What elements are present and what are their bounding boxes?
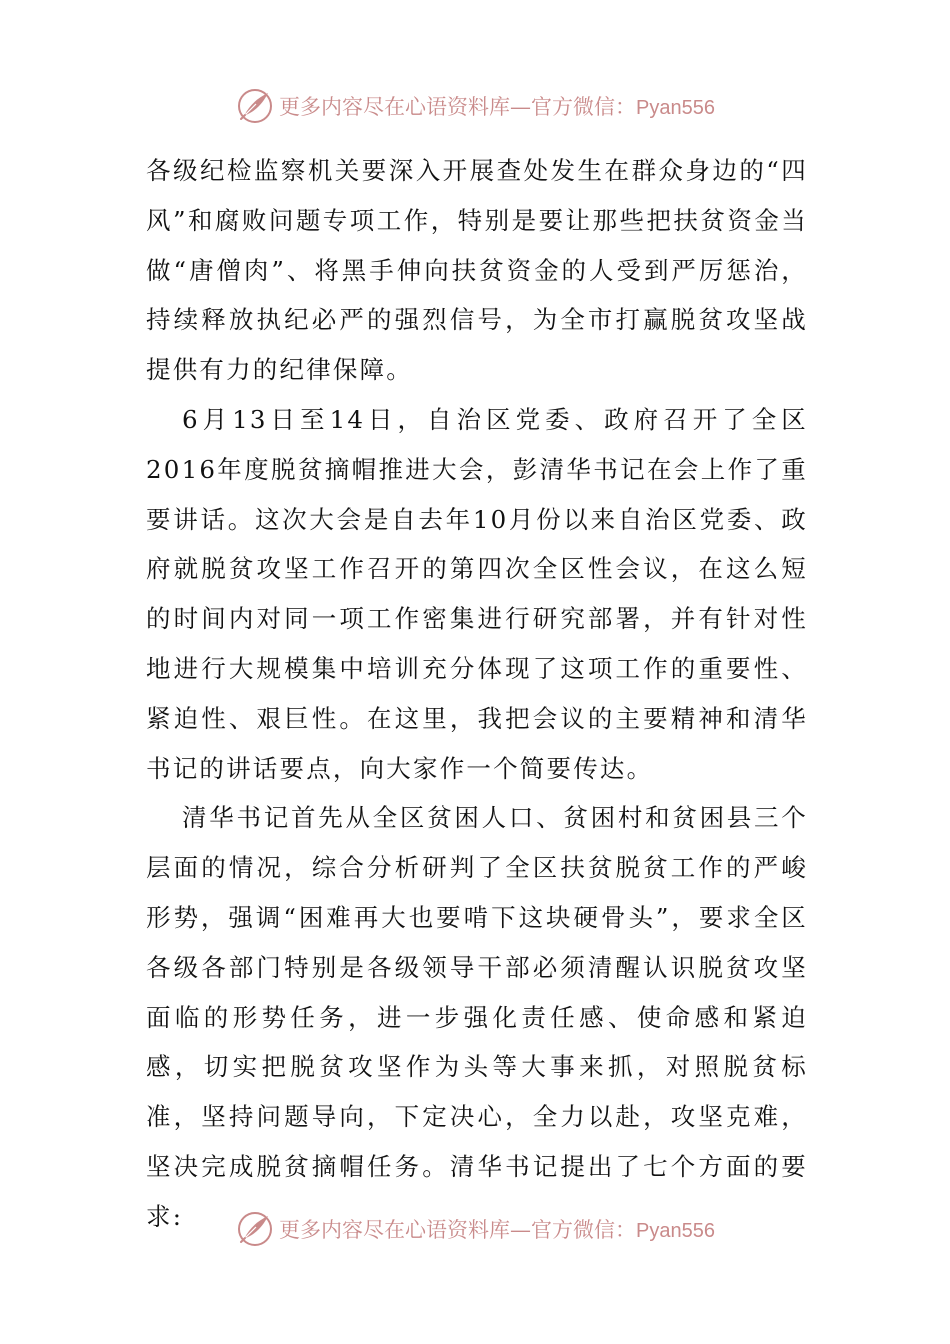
paragraph: 各级纪检监察机关要深入开展查处发生在群众身边的“四风”和腐败问题专项工作，特别是要让那些把扶贫资金当做“唐僧肉”、将黑手伸向扶贫资金的人受到严厉惩治，持续释放执纪必严的强烈信号，为全市打赢脱贫攻坚战提供有力的纪律保障。	[146, 156, 808, 385]
watermark-text: 更多内容尽在心语资料库—官方微信：Pyan556	[279, 95, 715, 119]
watermark-handle: Pyan556	[636, 97, 715, 119]
footer-watermark-banner	[0, 1207, 950, 1251]
quill-pen-icon	[235, 86, 275, 126]
paragraph: 6月13日至14日，自治区党委、政府召开了全区2016年度脱贫摘帽推进大会，彭清华书记在会上作了重要讲话。这次大会是自去年10月份以来自治区党委、政府就脱贫攻坚工作召开的第四次全区性会议，在这么短的时间内对同一项工作密集进行研究部署，并有针对性地进行大规模集中培训充分体现了这项工作的重要性、紧迫性、艰巨性。在这里，我把会议的主要精神和清华书记的讲话要点，向大家作一个简要传达。	[146, 404, 808, 783]
document-body	[146, 146, 808, 1242]
header-watermark-banner	[0, 84, 950, 128]
quill-pen-icon	[235, 1209, 275, 1249]
paragraph: 清华书记首先从全区贫困人口、贫困村和贫困县三个层面的情况，综合分析研判了全区扶贫脱贫工作的严峻形势，强调“困难再大也要啃下这块硬骨头”，要求全区各级各部门特别是各级领导干部必须清醒认识脱贫攻坚面临的形势任务，进一步强化责任感、使命感和紧迫感，切实把脱贫攻坚作为头等大事来抓，对照脱贫标准，坚持问题导向，下定决心，全力以赴，攻坚克难，坚决完成脱贫摘帽任务。清华书记提出了七个方面的要求:	[146, 803, 808, 1231]
watermark-handle: Pyan556	[636, 1220, 715, 1242]
watermark-text: 更多内容尽在心语资料库—官方微信：Pyan556	[279, 1218, 715, 1242]
